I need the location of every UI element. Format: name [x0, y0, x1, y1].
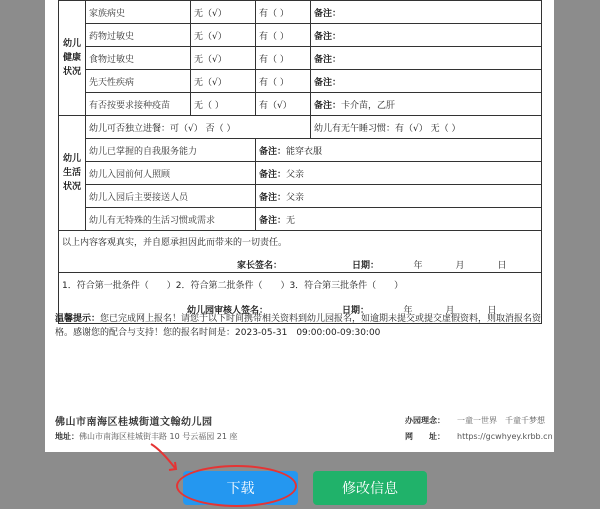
life-category-label: 幼儿 生活 状况: [59, 116, 86, 231]
independent-eating: 幼儿可否独立进餐：可（√） 否（ ）: [86, 116, 311, 139]
note-cell: [256, 162, 542, 185]
nap-habit: 幼儿有无午睡习惯：有（√） 无（ ）: [311, 116, 542, 139]
registration-time: 2023-05-31 09:00:00-09:30:00: [235, 328, 381, 338]
row-label: 先天性疾病: [86, 70, 191, 93]
note-label: 备注：: [314, 31, 342, 42]
note-label: 备注：: [314, 54, 342, 65]
note-cell: [311, 1, 542, 24]
option-yes: 有（ ）: [256, 1, 311, 24]
table-row: [59, 162, 542, 185]
note-label: 备注：: [314, 8, 342, 19]
registration-form-page: [45, 0, 554, 452]
parent-date-label: 日期：: [352, 261, 380, 271]
day-label: 日: [487, 306, 497, 316]
note-cell: [311, 70, 542, 93]
row-label: 幼儿入园后主要接送人员: [86, 185, 256, 208]
parent-signature-label: 家长签名：: [237, 261, 283, 271]
option-yes: 有（ ）: [256, 24, 311, 47]
month-label: 月: [455, 261, 465, 271]
year-label: 年: [403, 306, 413, 316]
note-cell: [311, 93, 542, 116]
address-value: 佛山市南海区桂城街丰路 10 号云福园 21 座: [79, 432, 238, 441]
option-no: 无（√）: [191, 70, 256, 93]
option-yes: 有（ ）: [256, 70, 311, 93]
year-label: 年: [413, 261, 423, 271]
note-value: 无: [286, 215, 296, 226]
table-row: [59, 1, 542, 24]
table-row: [59, 185, 542, 208]
website-label: 网 址：: [405, 432, 445, 441]
option-yes: 有（ ）: [256, 47, 311, 70]
table-row: [59, 70, 542, 93]
option-no: 无（√）: [191, 24, 256, 47]
row-label: 家族病史: [86, 1, 191, 24]
option-no: 无（√）: [191, 47, 256, 70]
address-label: 地址：: [55, 432, 79, 441]
row-label: 药物过敏史: [86, 24, 191, 47]
option-no: 无（√）: [191, 1, 256, 24]
address: [55, 431, 238, 442]
row-label: 幼儿已掌握的自我服务能力: [86, 139, 256, 162]
note-label: 备注：: [259, 146, 287, 157]
table-row: [59, 47, 542, 70]
table-row: [59, 139, 542, 162]
note-label: 备注：: [259, 215, 287, 226]
row-label: 食物过敏史: [86, 47, 191, 70]
conditions-text: 1．符合第一批条件（ ）2．符合第二批条件（ ）3．符合第三批条件（ ）: [62, 281, 404, 291]
row-label: 有否按要求接种疫苗: [86, 93, 191, 116]
registration-form-table: [58, 0, 542, 324]
kindergarten-name: 佛山市南海区桂城街道文翰幼儿园: [55, 417, 213, 428]
note-cell: [311, 47, 542, 70]
reviewer-signature-label: 幼儿园审核人签名：: [187, 306, 269, 316]
health-category-label: 幼儿 健康 状况: [59, 1, 86, 116]
note-cell: [256, 208, 542, 231]
website: [405, 431, 553, 442]
note-cell: [256, 139, 542, 162]
tip-text: 您已完成网上报名！请您于以下时间携带相关资料到幼儿园报名，如逾期未提交或提交虚假资料，则取消报名资格。感谢您的配合与支持！您的报名时间是：: [55, 314, 542, 338]
option-no: 无（ ）: [191, 93, 256, 116]
row-label: 幼儿入园前何人照顾: [86, 162, 256, 185]
download-button[interactable]: 下载: [183, 471, 298, 505]
reviewer-date-label: 日期：: [342, 306, 370, 316]
note-label: 备注：: [314, 100, 342, 111]
note-cell: [256, 185, 542, 208]
table-row: [59, 24, 542, 47]
note-label: 备注：: [314, 77, 342, 88]
note-value: 父亲: [286, 169, 305, 180]
motto-label: 办园理念：: [405, 416, 445, 425]
day-label: 日: [497, 261, 507, 271]
option-yes: 有（√）: [256, 93, 311, 116]
month-label: 月: [445, 306, 455, 316]
tip-label: 温馨提示：: [55, 314, 101, 324]
motto-value: 一童一世界 千童千梦想: [457, 416, 545, 425]
note-label: 备注：: [259, 192, 287, 203]
edit-info-button[interactable]: 修改信息: [313, 471, 427, 505]
note-cell: [311, 24, 542, 47]
row-label: 幼儿有无特殊的生活习惯或需求: [86, 208, 256, 231]
warm-tip: [55, 312, 545, 340]
motto: [405, 415, 545, 426]
note-label: 备注：: [259, 169, 287, 180]
note-value: 能穿衣服: [286, 146, 323, 157]
table-row: [59, 208, 542, 231]
declaration-cell: [59, 231, 542, 273]
table-row: [59, 116, 542, 139]
note-value: 卡介苗，乙肝: [341, 100, 396, 111]
kindergarten-footer: [55, 413, 553, 445]
declaration-text: 以上内容客观真实，并自愿承担因此而带来的一切责任。: [62, 238, 288, 248]
table-row: [59, 231, 542, 273]
website-url: https://gcwhyey.krbb.cn: [457, 432, 553, 441]
table-row: [59, 93, 542, 116]
note-value: 父亲: [286, 192, 305, 203]
